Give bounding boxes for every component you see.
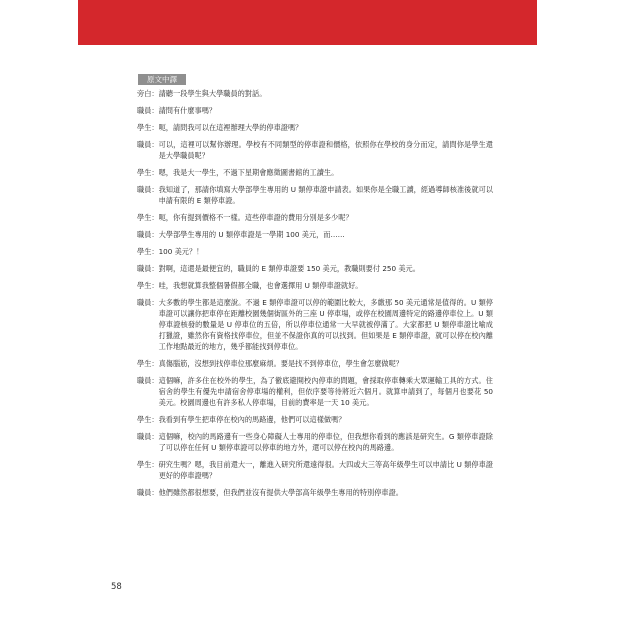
dialogue-line bbox=[137, 88, 493, 99]
utterance-text: 研究生嗎？嗯，我目前還大一，離進入研究所還遠得很。大四或大三等高年級學生可以申請比 U 類停車證更好的停車證嗎？ bbox=[158, 460, 493, 480]
section-badge: 原文中譯 bbox=[138, 74, 186, 85]
speaker-label: 學生： bbox=[137, 247, 159, 256]
utterance-text: 真傷腦筋，沒想到找停車位那麼麻煩。要是找不到停車位，學生會怎麼做呢？ bbox=[158, 359, 403, 368]
utterance-text: 請問有什麼事嗎？ bbox=[158, 106, 217, 115]
dialogue-line bbox=[137, 167, 493, 178]
dialogue-line bbox=[137, 459, 493, 481]
dialogue-line bbox=[137, 122, 493, 133]
header-color-band bbox=[78, 0, 537, 45]
dialogue-line bbox=[137, 263, 493, 274]
dialogue-transcript bbox=[137, 88, 493, 504]
utterance-text: 可以，這裡可以幫你辦理。學校有不同類型的停車證和價格，依照你在學校的身分而定，請問你是學生還是大學職員呢？ bbox=[158, 140, 493, 160]
speaker-label: 職員： bbox=[137, 230, 159, 239]
utterance-text: 這個嘛，校內的馬路邊有一些身心障礙人士專用的停車位，但我想你看到的應該是研究生。G 類停車證除了可以停在任何 U 類停車證可以停車的地方外，還可以停在校內的馬路邊。 bbox=[158, 432, 493, 452]
speaker-label: 職員： bbox=[137, 432, 159, 441]
speaker-label: 學生： bbox=[137, 281, 159, 290]
dialogue-line bbox=[137, 105, 493, 116]
page-number: 58 bbox=[111, 582, 122, 592]
utterance-text: 呃，你有提到價格不一樣。這些停車證的費用分別是多少呢？ bbox=[158, 213, 353, 222]
utterance-text: 大學部學生專用的 U 類停車證是一學期 100 美元，而…… bbox=[158, 230, 345, 239]
utterance-text: 大多數的學生都是這麼說。不過 E 類停車證可以停的範圍比較大，多繳那 50 美元通常是值得的。U 類停車證可以讓你把車停在距離校園幾個街區外的三座 U 停車場，或停在校園周邊特定的路邊停車位上。U 類停車證核發的數量是 U 停車位的五倍，所以停車位通常一大早就被停滿了。大家都把 U 類停車證比喻成打獵證，雖然你有資格找停車位，但並不保證你真的可以找到。但如果是 E 類停車證，就可以停在校內離工作地點最近的地方，幾乎都能找到停車位。 bbox=[158, 298, 493, 351]
speaker-label: 職員： bbox=[137, 488, 159, 497]
dialogue-line bbox=[137, 280, 493, 291]
speaker-label: 學生： bbox=[137, 213, 159, 222]
dialogue-line bbox=[137, 431, 493, 453]
dialogue-line bbox=[137, 375, 493, 408]
speaker-label: 學生： bbox=[137, 123, 159, 132]
utterance-text: 呃，請問我可以在這裡辦理大學的停車證嗎？ bbox=[158, 123, 303, 132]
dialogue-line bbox=[137, 184, 493, 206]
speaker-label: 學生： bbox=[137, 359, 159, 368]
speaker-label: 職員： bbox=[137, 185, 159, 194]
speaker-label: 職員： bbox=[137, 376, 159, 385]
dialogue-line bbox=[137, 414, 493, 425]
utterance-text: 我看到有學生把車停在校內的馬路邊，他們可以這樣做嗎？ bbox=[158, 415, 346, 424]
dialogue-line bbox=[137, 229, 493, 240]
utterance-text: 哇，我想就算我整個暑假都全職，也會選擇用 U 類停車證就好。 bbox=[158, 281, 363, 290]
utterance-text: 這個嘛，許多住在校外的學生，為了徹底避開校內停車的問題，會採取停車轉乘大眾運輸工具的方式。住宿舍的學生有優先申請宿舍停車場的權利，但依序要等待將近六個月。就算申請到了，每個月也要花 50 美元。校園周邊也有許多私人停車場，目前的費率是一天 10 美元。 bbox=[158, 376, 493, 407]
utterance-text: 嗯，我是大一學生，不過下星期會應徵圖書館的工讀生。 bbox=[158, 168, 339, 177]
speaker-label: 學生： bbox=[137, 168, 159, 177]
dialogue-line bbox=[137, 297, 493, 352]
dialogue-line bbox=[137, 246, 493, 257]
dialogue-line bbox=[137, 212, 493, 223]
dialogue-line bbox=[137, 487, 493, 498]
speaker-label: 旁白： bbox=[137, 89, 159, 98]
speaker-label: 學生： bbox=[137, 415, 159, 424]
utterance-text: 我知道了，那請你填寫大學部學生專用的 U 類停車證申請表。如果你是全職工讀，經過導師核准後就可以申請有限的 E 類停車證。 bbox=[158, 185, 493, 205]
speaker-label: 職員： bbox=[137, 264, 159, 273]
utterance-text: 對啊，這還是最便宜的，職員的 E 類停車證要 150 美元，教職則要付 250 美元。 bbox=[158, 264, 420, 273]
speaker-label: 學生： bbox=[137, 460, 159, 469]
speaker-label: 職員： bbox=[137, 298, 159, 307]
dialogue-line bbox=[137, 139, 493, 161]
dialogue-line bbox=[137, 358, 493, 369]
speaker-label: 職員： bbox=[137, 106, 159, 115]
utterance-text: 請聽一段學生與大學職員的對話。 bbox=[158, 89, 267, 98]
utterance-text: 他們雖然都很想要，但我們並沒有提供大學部高年級學生專用的特別停車證。 bbox=[158, 488, 403, 497]
speaker-label: 職員： bbox=[137, 140, 159, 149]
utterance-text: 100 美元？！ bbox=[158, 247, 204, 256]
